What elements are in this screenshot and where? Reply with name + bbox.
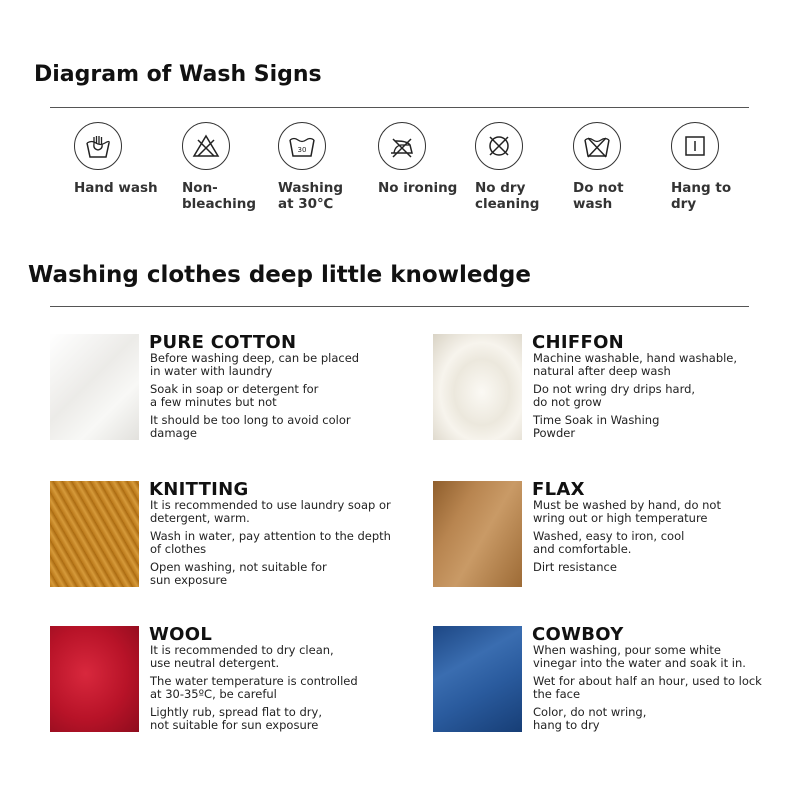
hang-to-dry-icon xyxy=(671,122,719,170)
sign-do-not-wash xyxy=(573,122,663,212)
fabric-tip: The water temperature is controlled at 30-35ºC, be careful xyxy=(150,674,358,701)
fabric-tip: Open washing, not suitable for sun exposure xyxy=(150,560,327,587)
sign-no-ironing xyxy=(378,122,468,196)
fabric-tip: Color, do not wring, hang to dry xyxy=(533,705,647,732)
hand-wash-icon xyxy=(74,122,122,170)
sign-no-dry-cleaning xyxy=(475,122,565,212)
flax-swatch-image xyxy=(433,481,522,587)
fabric-tip: Wash in water, pay attention to the depth of clothes xyxy=(150,529,391,556)
fabric-name: KNITTING xyxy=(149,479,249,500)
fabric-tip: Washed, easy to iron, cool and comfortable. xyxy=(533,529,685,556)
fabric-name: CHIFFON xyxy=(532,332,625,353)
fabric-tip: Lightly rub, spread flat to dry, not suitable for sun exposure xyxy=(150,705,322,732)
sign-label: No dry cleaning xyxy=(475,180,540,212)
no-ironing-icon xyxy=(378,122,426,170)
cotton-swatch-image xyxy=(50,334,139,440)
fabric-tip: Must be washed by hand, do not wring out or high temperature xyxy=(533,498,721,525)
wash-30-icon xyxy=(278,122,326,170)
chiffon-swatch-image xyxy=(433,334,522,440)
fabric-tip: It should be too long to avoid color damage xyxy=(150,413,351,440)
fabric-card-flax xyxy=(433,481,773,601)
fabric-tip: Do not wring dry drips hard, do not grow xyxy=(533,382,696,409)
fabric-tip: Machine washable, hand washable, natural after deep wash xyxy=(533,351,738,378)
fabric-name: PURE COTTON xyxy=(149,332,297,353)
fabric-card-wool xyxy=(50,626,390,746)
sign-hand-wash xyxy=(74,122,164,196)
fabric-card-chiffon xyxy=(433,334,773,454)
fabric-name: WOOL xyxy=(149,624,213,645)
fabric-tip: It is recommended to use laundry soap or detergent, warm. xyxy=(150,498,391,525)
fabric-tip: Soak in soap or detergent for a few minutes but not xyxy=(150,382,319,409)
fabric-card-knitting xyxy=(50,481,390,601)
do-not-wash-icon xyxy=(573,122,621,170)
non-bleaching-icon xyxy=(182,122,230,170)
fabric-tip: Before washing deep, can be placed in water with laundry xyxy=(150,351,360,378)
fabric-card-cowboy xyxy=(433,626,773,746)
fabric-tip: Dirt resistance xyxy=(533,560,617,574)
fabric-name: COWBOY xyxy=(532,624,624,645)
cowboy-swatch-image xyxy=(433,626,522,732)
wool-swatch-image xyxy=(50,626,139,732)
sign-label: No ironing xyxy=(378,180,458,196)
sign-label: Washing at 30℃ xyxy=(278,180,344,212)
sign-washing-30 xyxy=(278,122,368,212)
divider xyxy=(50,107,749,108)
sign-hang-to-dry xyxy=(671,122,761,212)
sign-label: Hang to dry xyxy=(671,180,732,212)
fabric-tip: When washing, pour some white vinegar into the water and soak it in. xyxy=(533,643,746,670)
fabric-card-pure-cotton xyxy=(50,334,390,454)
fabric-tip: It is recommended to dry clean, use neutral detergent. xyxy=(150,643,334,670)
fabric-tip: Time Soak in Washing Powder xyxy=(533,413,660,440)
sign-label: Non- bleaching xyxy=(182,180,257,212)
knitting-swatch-image xyxy=(50,481,139,587)
sign-label: Do not wash xyxy=(573,180,624,212)
sign-label: Hand wash xyxy=(74,180,158,196)
divider xyxy=(50,306,749,307)
wash-temp-text: 30 xyxy=(297,146,307,154)
fabric-name: FLAX xyxy=(532,479,585,500)
fabric-tip: Wet for about half an hour, used to lock the face xyxy=(533,674,762,701)
knowledge-heading: Washing clothes deep little knowledge xyxy=(28,262,531,288)
wash-signs-heading: Diagram of Wash Signs xyxy=(34,62,322,87)
no-dry-cleaning-icon xyxy=(475,122,523,170)
sign-non-bleaching xyxy=(182,122,272,212)
